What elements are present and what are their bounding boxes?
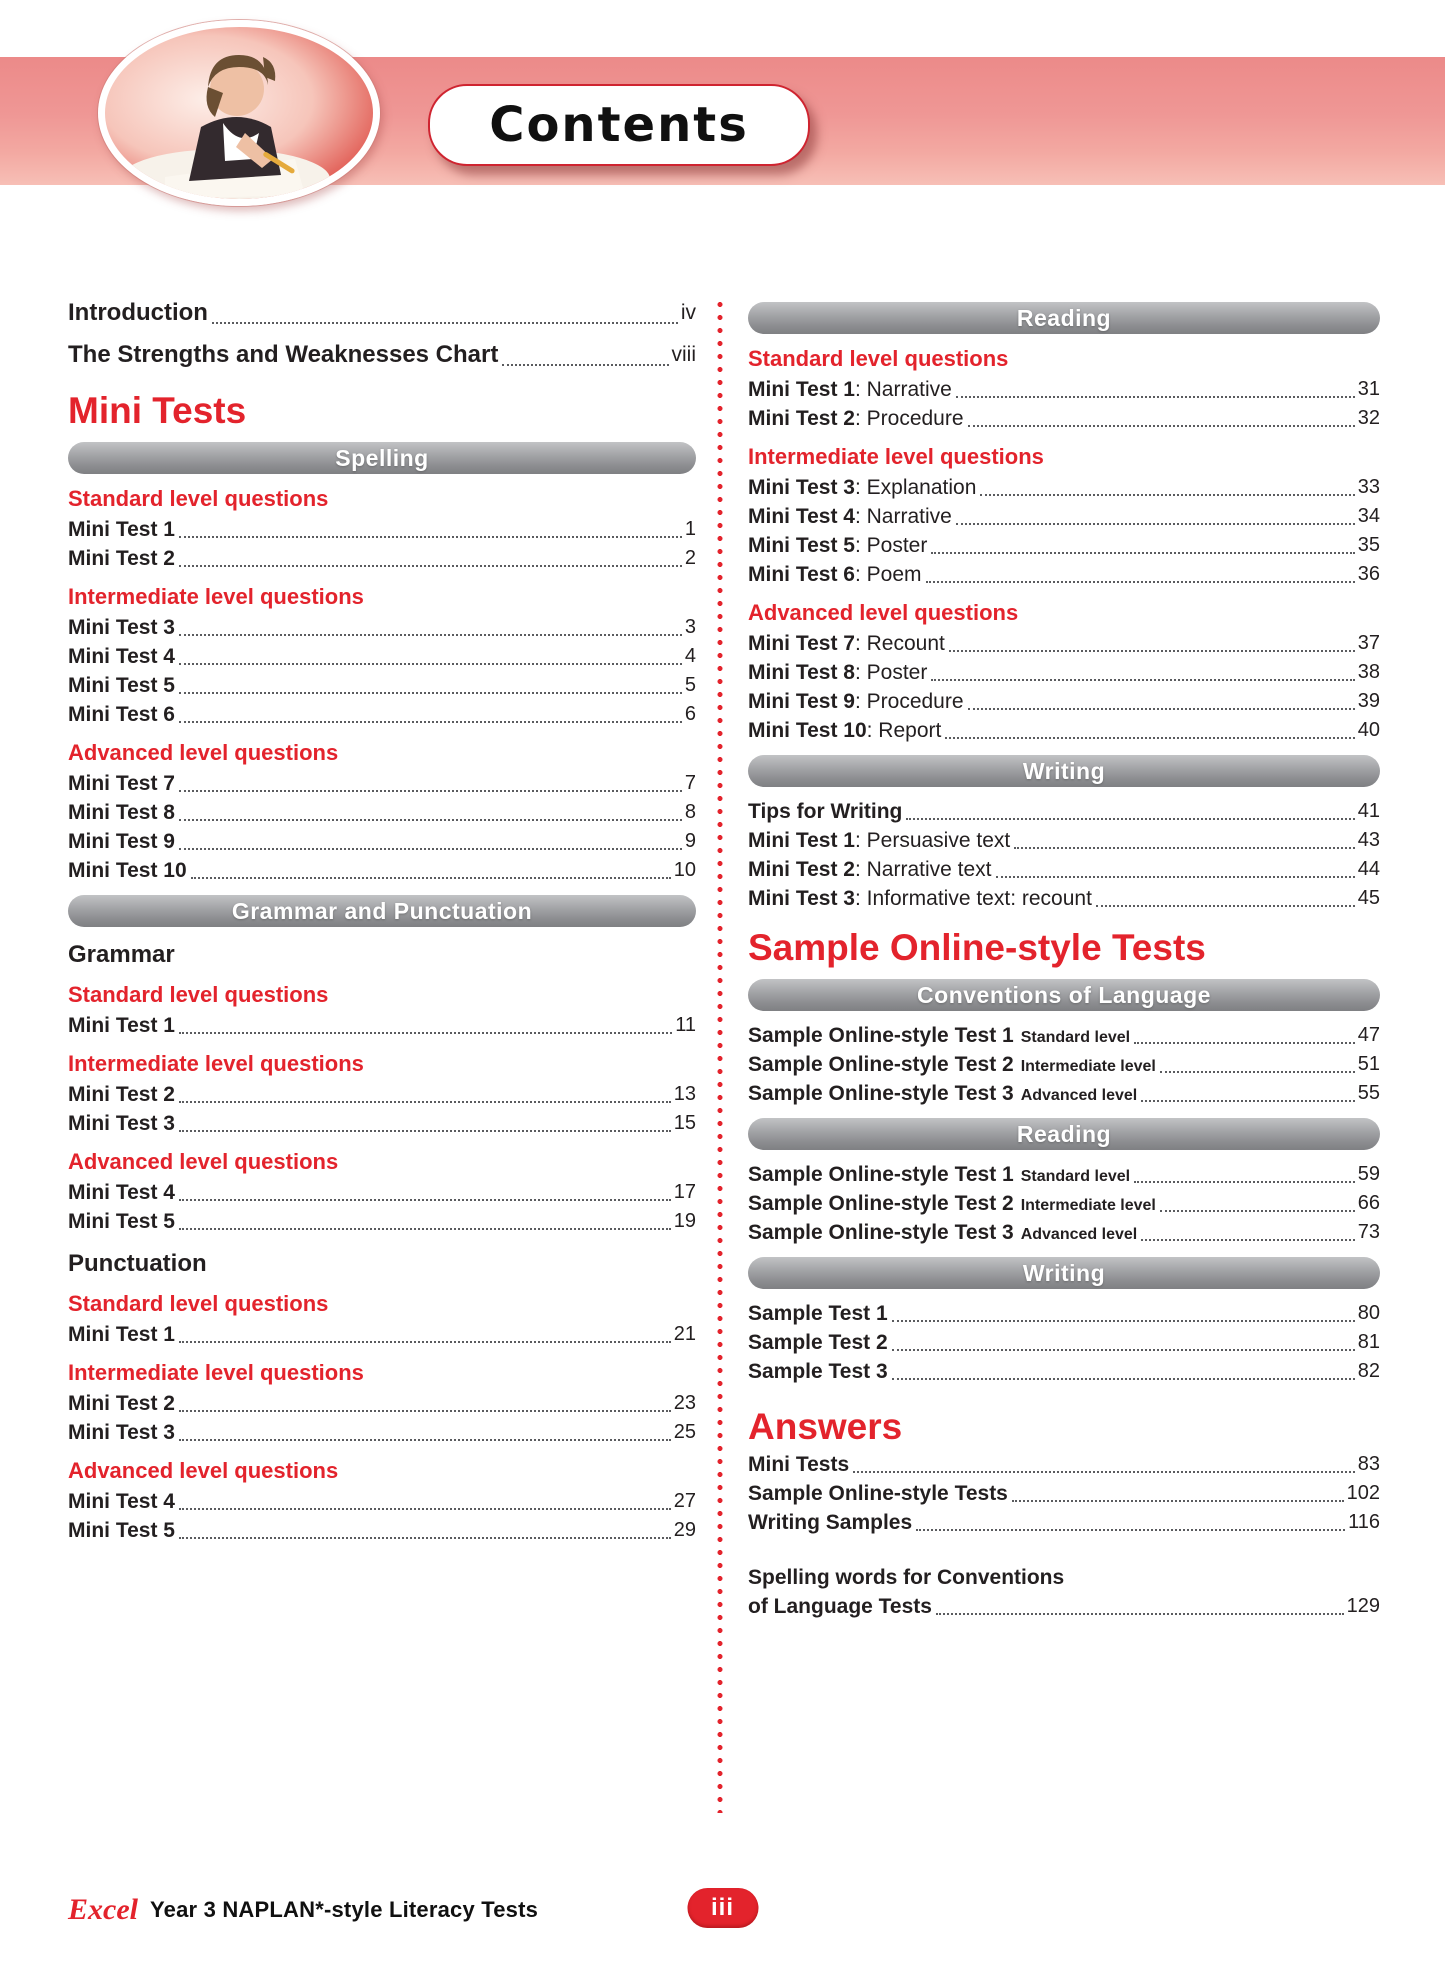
subsection-heading: Grammar (68, 941, 175, 968)
dot-leader (179, 663, 682, 665)
toc-entry (68, 544, 696, 573)
toc-entry-label: Mini Test 5 (68, 1210, 175, 1233)
level-heading: Standard level questions (68, 982, 329, 1007)
dot-leader (916, 1529, 1345, 1531)
toc-entry-label: of Language Tests (748, 1595, 932, 1618)
toc-entry-desc: : Procedure (854, 407, 964, 430)
toc-entry (748, 658, 1380, 687)
dot-leader (1141, 1239, 1355, 1241)
toc-entry (748, 375, 1380, 404)
dot-leader (926, 581, 1355, 583)
toc-entry (748, 716, 1380, 745)
toc-entry (748, 1357, 1380, 1386)
category-banner-label: Grammar and Punctuation (231, 897, 533, 924)
toc-entry-label: Mini Test 2 (68, 547, 175, 570)
toc-entry (748, 404, 1380, 433)
section-heading: Answers (748, 1406, 903, 1447)
toc-entry (68, 1011, 696, 1040)
toc-left-column (68, 292, 696, 1545)
toc-entry (748, 1218, 1380, 1247)
toc-entry-label: Mini Test 2 (748, 858, 855, 881)
toc-entry-desc: : Report (866, 719, 942, 742)
toc-entry-label: Mini Test 1 (68, 1323, 175, 1346)
toc-page-number: 41 (1357, 800, 1380, 822)
toc-page-number: 2 (684, 547, 696, 569)
toc-entry-label: Sample Online-style Test 3 (748, 1082, 1014, 1105)
toc-entry-desc: : Narrative (854, 378, 952, 401)
toc-entry-label: Mini Test 10 (68, 859, 187, 882)
dot-leader (179, 565, 682, 567)
toc-entry (68, 798, 696, 827)
toc-page-number: 36 (1357, 563, 1380, 585)
category-banner-label: Conventions of Language (917, 981, 1211, 1008)
toc-entry-level: Intermediate level (1020, 1197, 1156, 1214)
toc-page-number: 21 (673, 1323, 696, 1345)
toc-entry-desc: : Explanation (854, 476, 977, 499)
toc-entry (68, 642, 696, 671)
toc-entry-desc: : Narrative text (854, 858, 992, 881)
toc-entry-label: Sample Test 3 (748, 1360, 888, 1383)
dot-leader (892, 1378, 1355, 1380)
toc-page-number: 82 (1357, 1360, 1380, 1382)
dot-leader (179, 1228, 671, 1230)
toc-page-number: 4 (684, 645, 696, 667)
toc-entry-label: Mini Test 8 (68, 801, 175, 824)
toc-entry (68, 292, 696, 334)
toc-entry (748, 826, 1380, 855)
toc-entry-desc: : Recount (854, 632, 945, 655)
toc-entry (748, 629, 1380, 658)
dot-leader (853, 1471, 1355, 1473)
toc-entry (748, 1479, 1380, 1508)
dot-leader (179, 1032, 672, 1034)
toc-entry-label: Sample Online-style Test 2 (748, 1053, 1014, 1076)
toc-page-number: 32 (1357, 407, 1380, 429)
toc-page-number: 33 (1357, 476, 1380, 498)
toc-entry-desc: : Persuasive text (854, 829, 1011, 852)
student-writing-illustration (105, 27, 373, 199)
toc-page-number: 13 (673, 1083, 696, 1105)
dot-leader (179, 1101, 671, 1103)
toc-entry (68, 1320, 696, 1349)
dot-leader (179, 1439, 671, 1441)
toc-entry-label: Mini Test 1 (748, 829, 855, 852)
toc-entry-desc: : Poem (854, 563, 922, 586)
toc-entry-label: Mini Test 10 (748, 719, 867, 742)
page-title: Contents (489, 97, 749, 153)
toc-entry-label: Mini Test 9 (68, 830, 175, 853)
dot-leader (1014, 847, 1355, 849)
toc-entry-label: Mini Test 5 (68, 674, 175, 697)
dot-leader (179, 848, 682, 850)
toc-entry (748, 1160, 1380, 1189)
dot-leader (179, 634, 682, 636)
toc-page-number: 116 (1348, 1511, 1380, 1533)
dot-leader (1134, 1181, 1355, 1183)
toc-page-number: 38 (1357, 661, 1380, 683)
toc-page-number: 15 (673, 1112, 696, 1134)
toc-entry (748, 884, 1380, 913)
dot-leader (179, 1410, 671, 1412)
toc-entry-label: Mini Test 3 (68, 1112, 175, 1135)
dot-leader (191, 877, 671, 879)
category-banner-label: Reading (1016, 304, 1112, 331)
toc-page-number: 55 (1357, 1082, 1380, 1104)
toc-page-number: 51 (1357, 1053, 1380, 1075)
dot-leader (179, 721, 682, 723)
toc-entry-label: Sample Online-style Test 1 (748, 1024, 1014, 1047)
toc-entry-label: Mini Test 9 (748, 690, 855, 713)
category-banner (748, 979, 1380, 1011)
toc-entry-label: Sample Online-style Tests (748, 1482, 1008, 1505)
toc-page-number: 34 (1357, 505, 1380, 527)
toc-entry (748, 560, 1380, 589)
toc-page-number: 5 (684, 674, 696, 696)
toc-entry-label: The Strengths and Weaknesses Chart (68, 341, 499, 368)
toc-right-column (748, 292, 1380, 1621)
toc-page-number: 35 (1357, 534, 1380, 556)
toc-entry (68, 1487, 696, 1516)
category-banner (748, 302, 1380, 334)
category-banner (68, 895, 696, 927)
toc-page-number: 45 (1357, 887, 1380, 909)
toc-entry (68, 334, 696, 376)
toc-page-number: 3 (684, 616, 696, 638)
toc-entry (748, 1050, 1380, 1079)
toc-entry-desc: : Procedure (854, 690, 964, 713)
toc-page-number: 39 (1357, 690, 1380, 712)
dot-leader (892, 1349, 1355, 1351)
toc-entry-label: Mini Test 3 (68, 1421, 175, 1444)
toc-page-number: 31 (1357, 378, 1380, 400)
toc-entry-label: Spelling words for Conventions (748, 1566, 1065, 1589)
toc-entry-label: Sample Test 2 (748, 1331, 888, 1354)
toc-page-number: 23 (673, 1392, 696, 1414)
toc-entry-desc: : Poster (854, 661, 928, 684)
toc-entry (748, 1299, 1380, 1328)
toc-entry-label: Mini Test 3 (68, 616, 175, 639)
section-heading: Mini Tests (68, 390, 247, 431)
dot-leader (931, 679, 1354, 681)
toc-page-number: 81 (1357, 1331, 1380, 1353)
toc-page-number: 80 (1357, 1302, 1380, 1324)
toc-entry-level: Advanced level (1020, 1226, 1138, 1243)
dot-leader (179, 536, 682, 538)
toc-page-number: 43 (1357, 829, 1380, 851)
dot-leader (179, 819, 682, 821)
toc-page-number: 9 (684, 830, 696, 852)
toc-entry-label: Mini Test 6 (748, 563, 855, 586)
toc-page-number: 129 (1346, 1595, 1380, 1617)
dot-leader (1160, 1210, 1355, 1212)
category-banner-label: Reading (1016, 1120, 1112, 1147)
toc-entry (748, 855, 1380, 884)
toc-entry (68, 515, 696, 544)
toc-entry (68, 1080, 696, 1109)
toc-entry-label: Mini Test 7 (748, 632, 855, 655)
level-heading: Standard level questions (68, 1291, 329, 1316)
toc-entry (68, 856, 696, 885)
toc-page-number: 7 (684, 772, 696, 794)
dot-leader (968, 425, 1355, 427)
dot-leader (179, 1199, 671, 1201)
dot-leader (502, 364, 668, 366)
page-number-badge (687, 1888, 758, 1928)
toc-entry-label: Mini Test 2 (68, 1083, 175, 1106)
level-heading: Advanced level questions (68, 1149, 339, 1174)
toc-entry-level: Standard level (1020, 1029, 1131, 1046)
toc-page-number: 8 (684, 801, 696, 823)
toc-entry-label: Mini Test 1 (68, 1014, 175, 1037)
dot-leader (179, 1508, 671, 1510)
dot-leader (936, 1613, 1344, 1615)
toc-entry-label: Mini Test 1 (68, 518, 175, 541)
toc-entry-label: Mini Test 2 (68, 1392, 175, 1415)
toc-entry (748, 1189, 1380, 1218)
level-heading: Intermediate level questions (748, 444, 1044, 469)
toc-entry (748, 687, 1380, 716)
toc-entry-label: Tips for Writing (748, 800, 903, 823)
dot-leader (980, 494, 1354, 496)
toc-entry (748, 1563, 1380, 1621)
toc-entry-label: Sample Online-style Test 2 (748, 1192, 1014, 1215)
toc-entry-label: Mini Test 8 (748, 661, 855, 684)
section-heading: Sample Online-style Tests (748, 927, 1206, 968)
toc-page-number: 6 (684, 703, 696, 725)
toc-entry (748, 797, 1380, 826)
dot-leader (968, 708, 1355, 710)
dot-leader (1096, 905, 1355, 907)
toc-entry (748, 473, 1380, 502)
toc-entry (68, 1389, 696, 1418)
level-heading: Intermediate level questions (68, 584, 364, 609)
dot-leader (179, 790, 682, 792)
category-banner (68, 442, 696, 474)
toc-page-number: 66 (1357, 1192, 1380, 1214)
toc-entry (68, 671, 696, 700)
toc-page-number: 59 (1357, 1163, 1380, 1185)
toc-entry-label: Mini Test 5 (68, 1519, 175, 1542)
toc-page-number: 25 (673, 1421, 696, 1443)
toc-entry-level: Advanced level (1020, 1087, 1138, 1104)
toc-entry-label: Sample Test 1 (748, 1302, 888, 1325)
toc-entry-label: Mini Test 6 (68, 703, 175, 726)
toc-entry-label: Mini Test 4 (68, 1490, 175, 1513)
dot-leader (1160, 1071, 1355, 1073)
dot-leader (1012, 1500, 1344, 1502)
subsection-heading: Punctuation (68, 1250, 207, 1277)
toc-page-number: 40 (1357, 719, 1380, 741)
dot-leader (212, 322, 678, 324)
toc-page-number: 44 (1357, 858, 1380, 880)
toc-entry-label: Mini Test 7 (68, 772, 175, 795)
toc-entry-label: Mini Test 3 (748, 887, 855, 910)
toc-entry (748, 1079, 1380, 1108)
dot-leader (956, 523, 1355, 525)
toc-entry (68, 1178, 696, 1207)
toc-page-number: 47 (1357, 1024, 1380, 1046)
dot-leader (179, 1537, 671, 1539)
toc-entry (68, 1418, 696, 1447)
category-banner (748, 1118, 1380, 1150)
page-number: iii (710, 1894, 735, 1921)
toc-entry-desc: : Informative text: recount (854, 887, 1092, 910)
level-heading: Intermediate level questions (68, 1360, 364, 1385)
category-banner-label: Writing (1022, 757, 1106, 784)
level-heading: Standard level questions (68, 486, 329, 511)
toc-entry-label: Sample Online-style Test 1 (748, 1163, 1014, 1186)
toc-entry (748, 1021, 1380, 1050)
toc-page-number: 83 (1357, 1453, 1380, 1475)
toc-entry (68, 613, 696, 642)
toc-entry-label: Introduction (68, 299, 208, 326)
toc-page-number: 27 (673, 1490, 696, 1512)
category-banner-label: Writing (1022, 1259, 1106, 1286)
level-heading: Advanced level questions (68, 740, 339, 765)
series-title: Year 3 NAPLAN*-style Literacy Tests (149, 1897, 539, 1922)
toc-page-number: 10 (673, 859, 696, 881)
toc-page-number: 29 (673, 1519, 696, 1541)
column-divider (716, 298, 724, 1813)
dot-leader (1141, 1100, 1355, 1102)
dot-leader (956, 396, 1355, 398)
footer (68, 1893, 1377, 1927)
toc-entry (748, 502, 1380, 531)
toc-entry-label: Mini Test 3 (748, 476, 855, 499)
toc-entry (68, 1109, 696, 1138)
toc-entry-row (748, 1592, 1380, 1621)
toc-entry-label: Writing Samples (748, 1511, 913, 1534)
toc-entry-label: Mini Test 4 (68, 1181, 175, 1204)
dot-leader (179, 1130, 671, 1132)
toc-entry-label: Sample Online-style Test 3 (748, 1221, 1014, 1244)
toc-entry (68, 827, 696, 856)
dot-leader (892, 1320, 1355, 1322)
toc-entry-label: Mini Test 1 (748, 378, 855, 401)
toc-page-number: viii (671, 343, 696, 366)
category-banner-label: Spelling (335, 444, 429, 471)
spacer (748, 1537, 1380, 1563)
toc-entry-label: Mini Test 4 (748, 505, 855, 528)
toc-entry-desc: : Poster (854, 534, 928, 557)
toc-entry-label: Mini Tests (748, 1453, 850, 1476)
toc-entry (68, 1516, 696, 1545)
toc-page-number: 37 (1357, 632, 1380, 654)
level-heading: Standard level questions (748, 346, 1009, 371)
toc-entry (68, 1207, 696, 1236)
toc-entry-label: Mini Test 2 (748, 407, 855, 430)
toc-page-number: iv (680, 301, 696, 324)
toc-entry-desc: : Narrative (854, 505, 952, 528)
dot-leader (179, 692, 682, 694)
toc-entry (748, 531, 1380, 560)
category-banner (748, 755, 1380, 787)
dot-leader (945, 737, 1354, 739)
level-heading: Advanced level questions (748, 600, 1019, 625)
toc-entry-level: Intermediate level (1020, 1058, 1156, 1075)
toc-entry (68, 700, 696, 729)
toc-page-number: 17 (673, 1181, 696, 1203)
level-heading: Advanced level questions (68, 1458, 339, 1483)
dot-leader (949, 650, 1355, 652)
toc-entry-level: Standard level (1020, 1168, 1131, 1185)
toc-page-number: 1 (684, 518, 696, 540)
dot-leader (179, 1341, 671, 1343)
toc-page-number: 73 (1357, 1221, 1380, 1243)
dot-leader (1134, 1042, 1355, 1044)
toc-entry-label: Mini Test 5 (748, 534, 855, 557)
dot-leader (931, 552, 1354, 554)
toc-entry (68, 769, 696, 798)
toc-entry-label: Mini Test 4 (68, 645, 175, 668)
toc-entry (748, 1450, 1380, 1479)
toc-page-number: 11 (675, 1014, 696, 1036)
toc-entry (748, 1508, 1380, 1537)
student-photo (98, 20, 380, 206)
level-heading: Intermediate level questions (68, 1051, 364, 1076)
toc-page-number: 19 (673, 1210, 696, 1232)
category-banner (748, 1257, 1380, 1289)
toc-entry (748, 1328, 1380, 1357)
page-title-box (428, 84, 810, 166)
toc-page-number: 102 (1346, 1482, 1380, 1504)
dot-leader (996, 876, 1355, 878)
dot-leader (906, 818, 1354, 820)
brand-logo: Excel (68, 1893, 138, 1926)
